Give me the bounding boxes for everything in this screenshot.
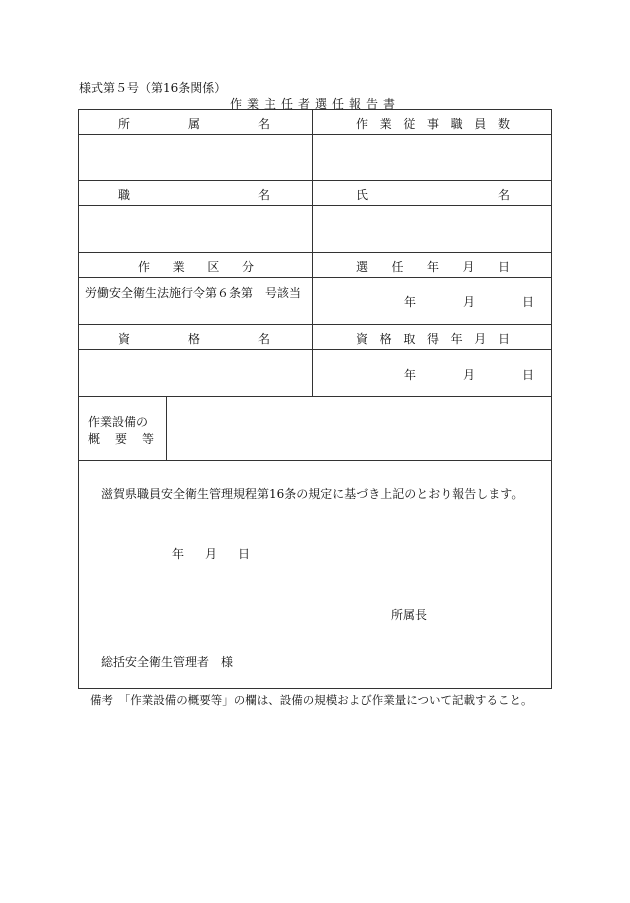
row-divider <box>78 460 552 461</box>
equipment-label-line1: 作業設備の <box>88 415 149 429</box>
name-header: 氏 名 <box>356 188 510 202</box>
qualification-field[interactable] <box>79 350 311 395</box>
addressee-label: 総括安全衛生管理者 様 <box>101 655 234 669</box>
staff-count-field[interactable] <box>313 135 551 179</box>
work-category-header: 作 業 区 分 <box>138 260 254 274</box>
appointment-date-header: 選 任 年 月 日 <box>356 260 510 274</box>
name-field[interactable] <box>313 206 551 251</box>
remarks-note: 備考 「作業設備の概要等」の欄は、設備の規模および作業量について記載すること。 <box>90 693 533 707</box>
row-divider <box>78 252 552 253</box>
signer-label: 所属長 <box>391 608 428 622</box>
work-category-value[interactable]: 労働安全衛生法施行令第６条第 号該当 <box>85 286 302 300</box>
equipment-label-line2: 概 要 等 <box>88 432 154 446</box>
appointment-date-value[interactable]: 年 月 日 <box>404 295 534 309</box>
qualification-date-header: 資 格 取 得 年 月 日 <box>356 332 510 346</box>
qualification-header: 資 格 名 <box>118 332 270 346</box>
position-header: 職 名 <box>118 188 270 202</box>
position-field[interactable] <box>79 206 311 251</box>
equipment-summary-field[interactable] <box>167 397 551 459</box>
row-divider <box>78 324 552 325</box>
affiliation-header: 所 属 名 <box>118 117 270 131</box>
row-divider <box>78 277 552 278</box>
affiliation-field[interactable] <box>79 135 311 179</box>
row-divider <box>78 180 552 181</box>
staff-count-header: 作 業 従 事 職 員 数 <box>356 117 510 131</box>
report-statement: 滋賀県職員安全衛生管理規程第16条の規定に基づき上記のとおり報告します。 <box>101 487 524 501</box>
qualification-date-value[interactable]: 年 月 日 <box>404 368 534 382</box>
report-date[interactable]: 年 月 日 <box>172 547 250 561</box>
form-number: 様式第５号（第16条関係） <box>79 81 227 95</box>
form-title: 作業主任者選任報告書 <box>229 97 400 111</box>
